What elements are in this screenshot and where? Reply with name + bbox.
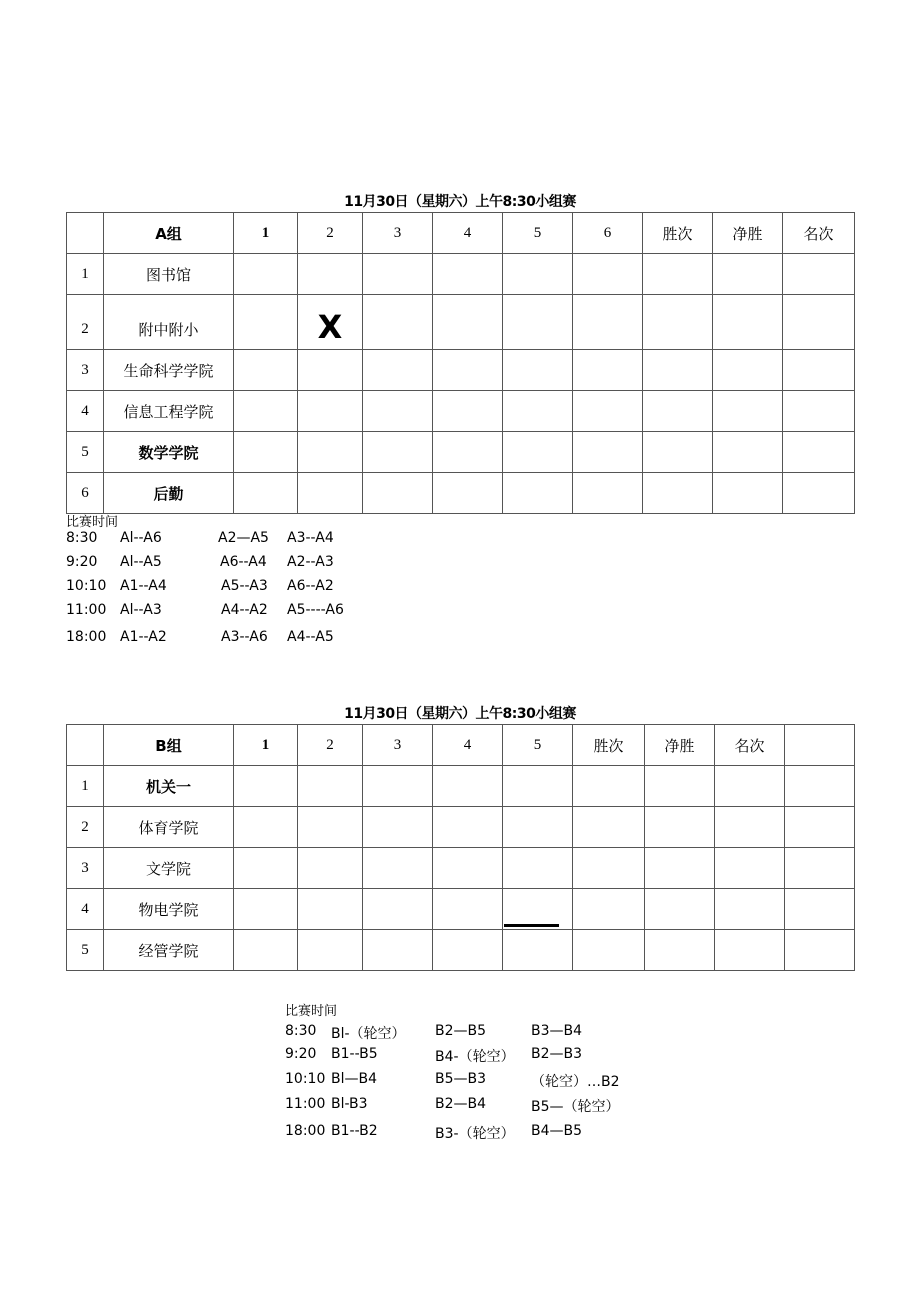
score-cell[interactable] [785, 930, 855, 971]
score-cell[interactable] [713, 473, 783, 514]
score-cell[interactable] [298, 889, 363, 930]
col-header: 6 [573, 213, 643, 254]
team-name: 后勤 [104, 473, 234, 514]
score-cell[interactable] [503, 848, 573, 889]
score-cell[interactable] [785, 848, 855, 889]
score-cell[interactable] [573, 350, 643, 391]
score-cell[interactable] [645, 930, 715, 971]
match-pair: Al--A3 [120, 602, 162, 618]
group-a-title: 11月30日（星期六）上午8:30小组赛 [344, 194, 576, 210]
col-header: 5 [503, 213, 573, 254]
score-cell[interactable] [715, 930, 785, 971]
score-cell[interactable] [298, 848, 363, 889]
score-cell[interactable] [713, 350, 783, 391]
score-cell[interactable] [503, 350, 573, 391]
match-pair: B2—B3 [531, 1046, 583, 1062]
table-row [67, 432, 855, 473]
score-cell[interactable] [783, 254, 855, 295]
group-a-table [66, 212, 855, 514]
score-cell[interactable] [234, 432, 298, 473]
score-cell[interactable] [573, 254, 643, 295]
row-number: 2 [67, 295, 104, 350]
score-cell[interactable] [503, 391, 573, 432]
score-cell[interactable] [363, 473, 433, 514]
score-cell[interactable] [643, 350, 713, 391]
row-number: 4 [67, 391, 104, 432]
table-row [67, 391, 855, 432]
score-cell[interactable] [298, 254, 363, 295]
score-cell[interactable] [433, 848, 503, 889]
team-name: 机关一 [104, 766, 234, 807]
match-time: 10:10 [285, 1071, 326, 1087]
score-cell[interactable] [783, 350, 855, 391]
score-cell[interactable] [234, 473, 298, 514]
score-cell[interactable] [783, 391, 855, 432]
match-pair: B1--B5 [331, 1046, 378, 1062]
dash-mark [504, 924, 559, 927]
col-header: 2 [298, 213, 363, 254]
score-cell[interactable] [234, 848, 298, 889]
score-cell[interactable] [363, 766, 433, 807]
score-cell[interactable] [573, 391, 643, 432]
score-cell[interactable] [715, 807, 785, 848]
score-cell[interactable] [503, 295, 573, 350]
score-cell[interactable] [234, 807, 298, 848]
row-number: 5 [67, 930, 104, 971]
row-number: 4 [67, 889, 104, 930]
match-pair: A4--A2 [221, 602, 268, 618]
score-cell[interactable] [573, 807, 645, 848]
match-pair: B5—B3 [435, 1071, 487, 1087]
score-cell[interactable] [298, 807, 363, 848]
row-number: 2 [67, 807, 104, 848]
table-row [67, 848, 855, 889]
match-time: 8:30 [285, 1023, 317, 1039]
score-cell[interactable] [298, 391, 363, 432]
corner-cell [67, 725, 104, 766]
match-pair: A5--A3 [221, 578, 268, 594]
score-cell[interactable] [783, 295, 855, 350]
team-name: 体育学院 [104, 807, 234, 848]
score-cell[interactable] [363, 848, 433, 889]
score-cell[interactable] [234, 391, 298, 432]
table-row [67, 766, 855, 807]
match-time: 10:10 [66, 578, 107, 594]
corner-cell [67, 213, 104, 254]
col-header: 3 [363, 213, 433, 254]
col-header-empty [785, 725, 855, 766]
score-cell[interactable] [643, 473, 713, 514]
group-label: B组 [104, 725, 234, 766]
score-cell[interactable] [234, 930, 298, 971]
score-cell[interactable] [715, 889, 785, 930]
score-cell[interactable] [363, 391, 433, 432]
score-cell[interactable] [363, 350, 433, 391]
col-header-rank: 名次 [783, 213, 855, 254]
score-cell[interactable] [785, 807, 855, 848]
score-cell[interactable] [298, 473, 363, 514]
score-cell[interactable] [643, 295, 713, 350]
match-time: 8:30 [66, 530, 98, 546]
score-cell[interactable] [503, 930, 573, 971]
col-header: 3 [363, 725, 433, 766]
match-time: 11:00 [285, 1096, 326, 1112]
match-pair: Bl-（轮空） [331, 1026, 406, 1042]
score-cell[interactable] [433, 350, 503, 391]
match-pair: A1--A4 [120, 578, 167, 594]
match-pair: A6--A4 [220, 554, 267, 570]
match-time: 9:20 [66, 554, 98, 570]
score-cell[interactable] [433, 391, 503, 432]
row-number: 3 [67, 350, 104, 391]
score-cell[interactable] [433, 295, 503, 350]
score-cell[interactable] [503, 766, 573, 807]
match-pair: A2--A3 [287, 554, 334, 570]
score-cell[interactable] [234, 766, 298, 807]
col-header: 4 [433, 725, 503, 766]
score-cell[interactable] [573, 766, 645, 807]
group-b-table [66, 724, 855, 971]
col-header-net: 净胜 [713, 213, 783, 254]
row-number: 5 [67, 432, 104, 473]
match-time: 11:00 [66, 602, 107, 618]
team-name: 数学学院 [104, 432, 234, 473]
match-pair: B4-（轮空） [435, 1049, 515, 1065]
table-row [67, 889, 855, 930]
score-cell[interactable] [573, 295, 643, 350]
team-name: 附中附小 [104, 295, 234, 350]
table-row [67, 350, 855, 391]
match-pair: A5----A6 [287, 602, 344, 618]
match-pair: B2—B5 [435, 1023, 487, 1039]
row-number: 3 [67, 848, 104, 889]
score-cell[interactable] [433, 807, 503, 848]
team-name: 图书馆 [104, 254, 234, 295]
score-cell[interactable] [573, 473, 643, 514]
match-time: 18:00 [285, 1123, 326, 1139]
schedule-label: 比赛时间 [66, 515, 119, 530]
match-pair: （轮空）…B2 [531, 1074, 620, 1090]
match-pair: B5—（轮空） [531, 1099, 620, 1115]
score-cell[interactable] [713, 391, 783, 432]
score-cell[interactable] [298, 766, 363, 807]
score-cell[interactable] [433, 254, 503, 295]
x-mark: X [317, 307, 343, 346]
table-row [67, 295, 855, 350]
score-cell[interactable] [234, 295, 298, 350]
match-pair: A1--A2 [120, 629, 167, 645]
col-header: 4 [433, 213, 503, 254]
team-name: 物电学院 [104, 889, 234, 930]
team-name: 经管学院 [104, 930, 234, 971]
score-cell[interactable] [433, 473, 503, 514]
score-cell[interactable] [785, 889, 855, 930]
match-time: 9:20 [285, 1046, 317, 1062]
col-header-wins: 胜次 [573, 725, 645, 766]
match-pair: B1--B2 [331, 1123, 378, 1139]
score-cell[interactable] [785, 766, 855, 807]
score-cell[interactable] [363, 254, 433, 295]
score-cell[interactable] [433, 889, 503, 930]
score-cell[interactable] [503, 807, 573, 848]
score-cell[interactable] [643, 254, 713, 295]
match-pair: B3-（轮空） [435, 1126, 515, 1142]
table-row [67, 807, 855, 848]
score-cell[interactable] [298, 350, 363, 391]
team-name: 信息工程学院 [104, 391, 234, 432]
score-cell[interactable] [363, 930, 433, 971]
match-pair: B2—B4 [435, 1096, 487, 1112]
score-cell[interactable] [433, 766, 503, 807]
score-cell[interactable] [645, 807, 715, 848]
score-cell[interactable] [713, 254, 783, 295]
group-b-title: 11月30日（星期六）上午8:30小组赛 [344, 706, 576, 722]
score-cell[interactable] [643, 432, 713, 473]
score-cell[interactable] [573, 889, 645, 930]
score-cell[interactable] [783, 473, 855, 514]
match-pair: A4--A5 [287, 629, 334, 645]
score-cell[interactable] [713, 295, 783, 350]
score-cell[interactable] [503, 889, 573, 930]
score-cell[interactable] [234, 254, 298, 295]
score-cell[interactable] [645, 766, 715, 807]
score-cell[interactable] [783, 432, 855, 473]
row-number: 1 [67, 766, 104, 807]
score-cell[interactable] [715, 848, 785, 889]
match-pair: Al--A5 [120, 554, 162, 570]
score-cell[interactable] [503, 432, 573, 473]
table-header-row [67, 213, 855, 254]
table-row [67, 930, 855, 971]
col-header-net: 净胜 [645, 725, 715, 766]
score-cell[interactable] [573, 432, 643, 473]
score-cell[interactable] [713, 432, 783, 473]
score-cell[interactable] [298, 432, 363, 473]
match-time: 18:00 [66, 629, 107, 645]
col-header: 1 [234, 725, 298, 766]
match-pair: B3—B4 [531, 1023, 583, 1039]
score-cell[interactable] [234, 350, 298, 391]
score-cell[interactable] [643, 391, 713, 432]
match-pair: Bl—B4 [331, 1071, 378, 1087]
group-label: A组 [104, 213, 234, 254]
score-cell[interactable] [363, 432, 433, 473]
table-row [67, 254, 855, 295]
col-header-rank: 名次 [715, 725, 785, 766]
team-name: 生命科学学院 [104, 350, 234, 391]
score-cell[interactable] [645, 889, 715, 930]
match-pair: A6--A2 [287, 578, 334, 594]
col-header: 2 [298, 725, 363, 766]
row-number: 1 [67, 254, 104, 295]
score-cell[interactable] [363, 295, 433, 350]
score-cell[interactable] [298, 930, 363, 971]
score-cell[interactable] [715, 766, 785, 807]
table-header-row [67, 725, 855, 766]
col-header-wins: 胜次 [643, 213, 713, 254]
match-pair: A3--A4 [287, 530, 334, 546]
match-pair: B4—B5 [531, 1123, 583, 1139]
score-cell[interactable] [503, 254, 573, 295]
match-pair: A3--A6 [221, 629, 268, 645]
row-number: 6 [67, 473, 104, 514]
score-cell[interactable] [573, 848, 645, 889]
col-header: 5 [503, 725, 573, 766]
table-row [67, 473, 855, 514]
score-cell[interactable] [503, 473, 573, 514]
score-cell[interactable] [433, 930, 503, 971]
score-cell[interactable] [433, 432, 503, 473]
score-cell[interactable] [363, 807, 433, 848]
match-pair: Bl-B3 [331, 1096, 368, 1112]
schedule-label: 比赛时间 [285, 1004, 338, 1019]
col-header: 1 [234, 213, 298, 254]
match-pair: A2—A5 [218, 530, 269, 546]
match-pair: Al--A6 [120, 530, 162, 546]
score-cell[interactable] [645, 848, 715, 889]
score-cell[interactable] [298, 295, 363, 350]
team-name: 文学院 [104, 848, 234, 889]
score-cell[interactable] [573, 930, 645, 971]
score-cell[interactable] [234, 889, 298, 930]
score-cell[interactable] [363, 889, 433, 930]
